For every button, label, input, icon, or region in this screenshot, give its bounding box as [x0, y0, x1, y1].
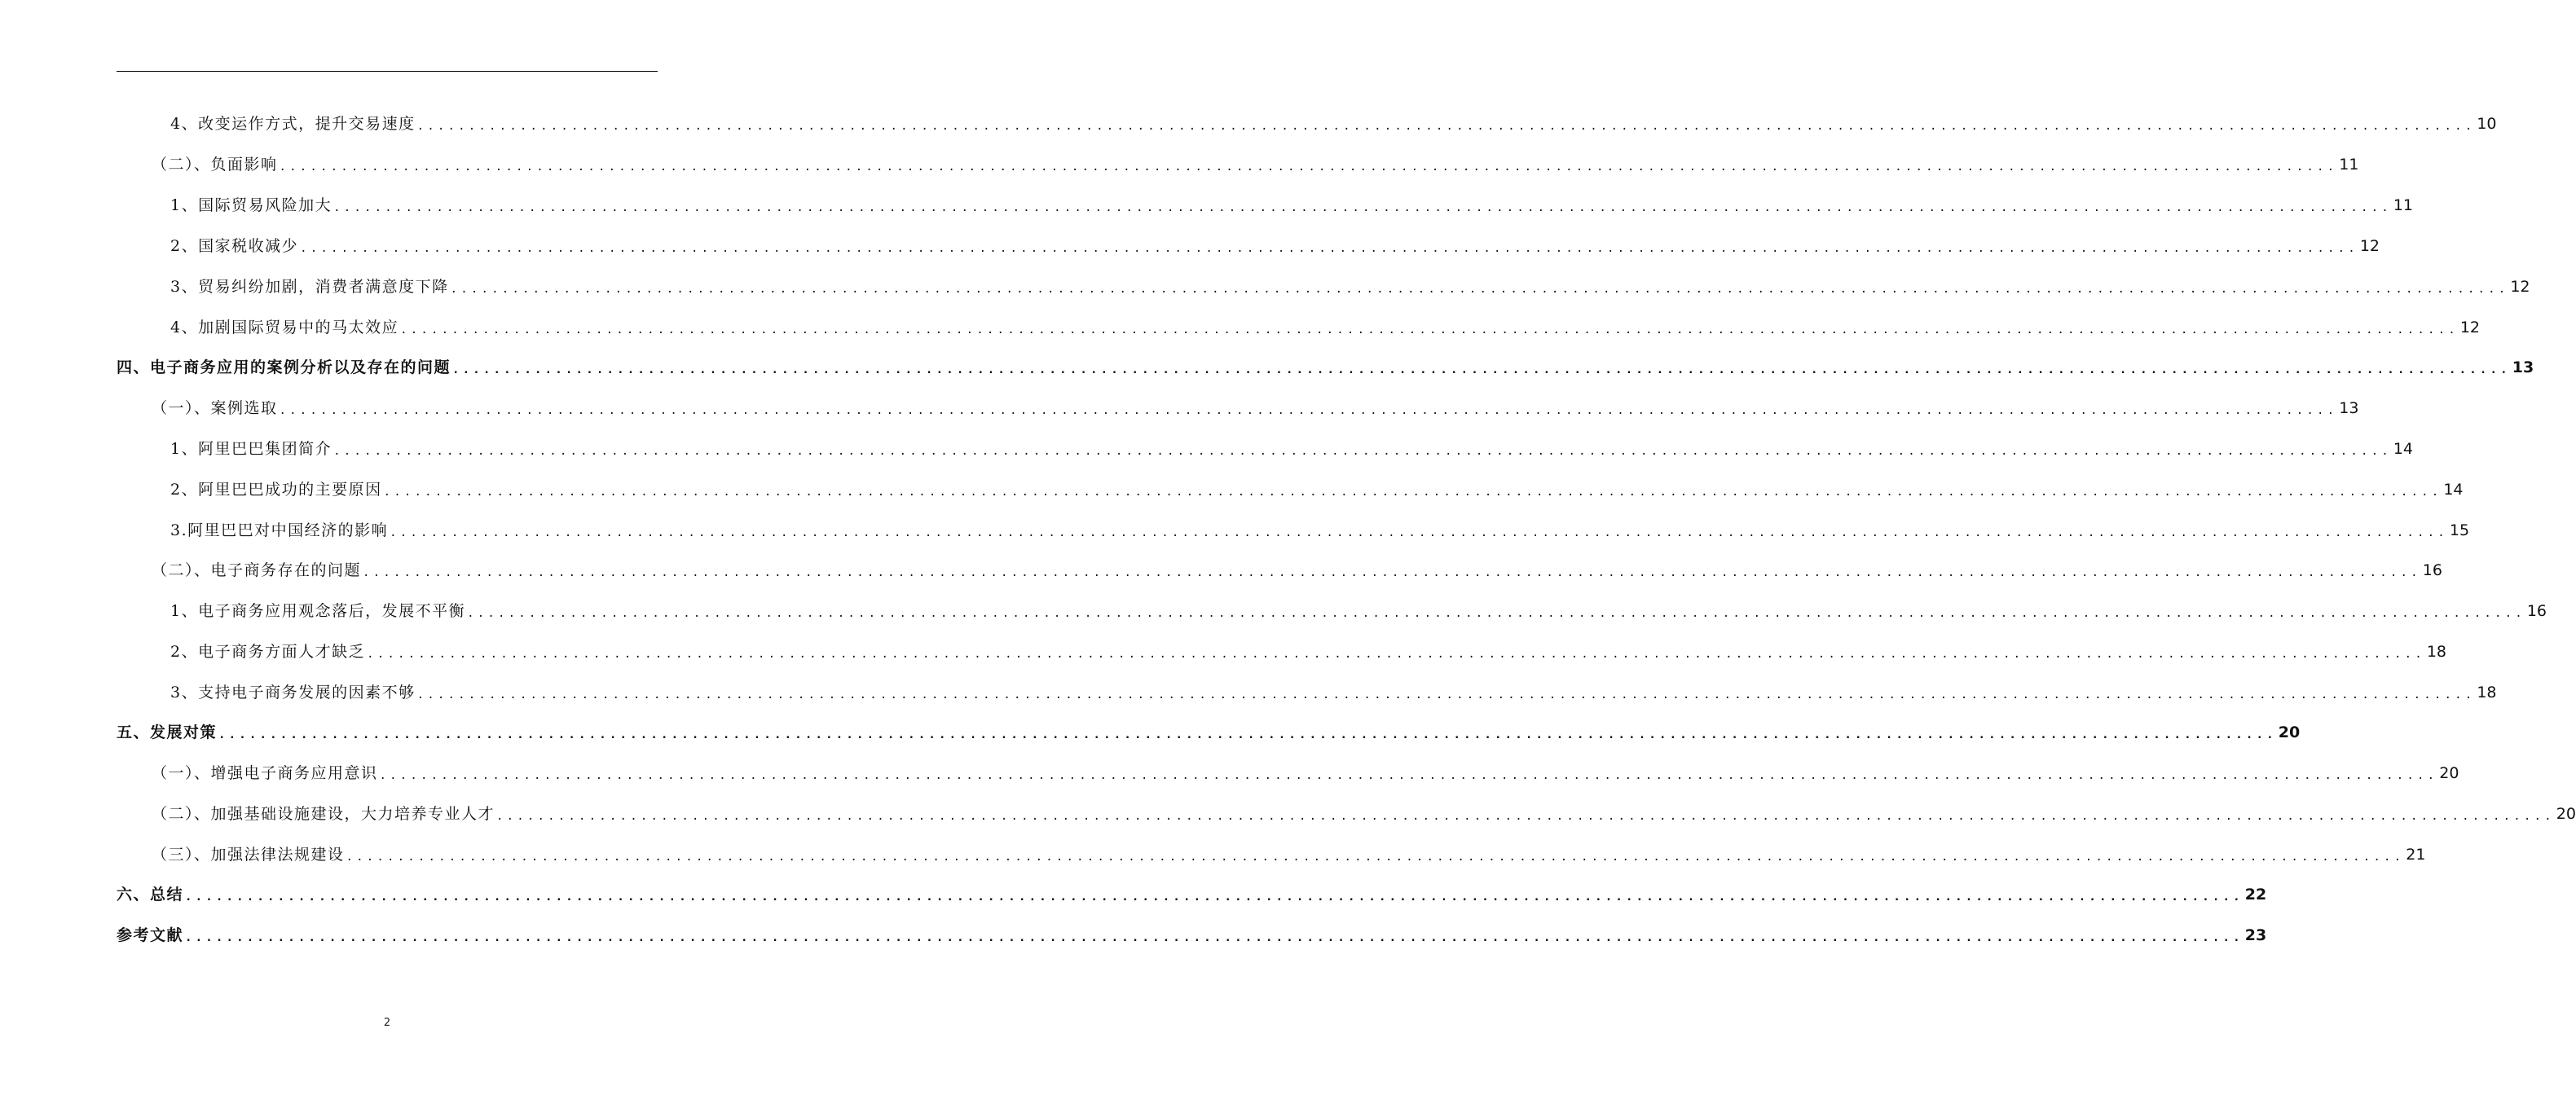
toc-entry[interactable] — [170, 112, 2497, 136]
toc-entry-page: 15 — [2449, 521, 2470, 539]
toc-entry-title: 4、加剧国际贸易中的马太效应 — [170, 319, 399, 336]
toc-leader-dots: ........................................................................................................................................................................................................ — [452, 363, 2511, 376]
toc-entry[interactable] — [170, 680, 2497, 705]
toc-leader-dots: ........................................................................................................................................................................................................ — [496, 810, 2555, 823]
toc-entry-page: 18 — [2477, 684, 2497, 701]
toc-entry-title: 3.阿里巴巴对中国经济的影响 — [170, 521, 389, 539]
toc-entry[interactable] — [152, 558, 2442, 583]
toc-leader-dots: ........................................................................................................................................................................................................ — [279, 161, 2338, 174]
toc-entry[interactable] — [170, 518, 2470, 543]
toc-entry-page: 23 — [2244, 926, 2267, 944]
toc-entry-page: 11 — [2339, 156, 2359, 174]
toc-entry[interactable] — [170, 437, 2414, 461]
toc-entry[interactable] — [152, 842, 2426, 867]
toc-leader-dots: ........................................................................................................................................................................................................ — [185, 931, 2244, 944]
toc-entry-title: 1、电子商务应用观念落后，发展不平衡 — [170, 602, 466, 620]
toc-entry-title: （二）、电子商务存在的问题 — [152, 561, 362, 579]
toc-entry-title: 1、阿里巴巴集团简介 — [170, 440, 332, 458]
toc-entry-title: 4、改变运作方式，提升交易速度 — [170, 115, 416, 133]
toc-entry[interactable] — [152, 152, 2359, 177]
toc-entry-chapter[interactable] — [117, 882, 2267, 907]
toc-entry-page: 11 — [2393, 196, 2414, 214]
toc-entry-page: 18 — [2426, 643, 2447, 661]
toc-leader-dots: ........................................................................................................................................................................................................ — [363, 566, 2421, 579]
toc-entry-title: （一）、增强电子商务应用意识 — [152, 764, 378, 782]
toc-leader-dots: ........................................................................................................................................................................................................ — [400, 323, 2459, 336]
toc-entry-title: 3、贸易纠纷加剧，消费者满意度下降 — [170, 278, 449, 296]
toc-leader-dots: ........................................................................................................................................................................................................ — [279, 404, 2338, 417]
toc-entry[interactable] — [170, 477, 2464, 502]
toc-entry-page: 20 — [2278, 723, 2301, 741]
toc-entry[interactable] — [170, 193, 2414, 218]
toc-entry-title: （三）、加强法律法规建设 — [152, 846, 345, 864]
toc-entry[interactable] — [170, 234, 2380, 258]
toc-entry-title: 2、阿里巴巴成功的主要原因 — [170, 481, 382, 499]
toc-leader-dots: ........................................................................................................................................................................................................ — [185, 891, 2244, 904]
toc-leader-dots: ........................................................................................................................................................................................................ — [383, 486, 2442, 499]
toc-entry-page: 10 — [2477, 115, 2497, 133]
toc-entry-title: （二）、加强基础设施建设，大力培养专业人才 — [152, 805, 495, 823]
toc-leader-dots: ........................................................................................................................................................................................................ — [333, 445, 2392, 458]
toc-entry-title: 1、国际贸易风险加大 — [170, 196, 332, 214]
toc-entry-title: （二）、负面影响 — [152, 156, 278, 174]
toc-entry-chapter[interactable] — [117, 355, 2534, 380]
toc-entry-page: 14 — [2443, 481, 2464, 499]
toc-leader-dots: ........................................................................................................................................................................................................ — [346, 851, 2405, 864]
toc-entry-chapter[interactable] — [117, 720, 2301, 745]
toc-entry-chapter[interactable] — [117, 923, 2267, 948]
toc-leader-dots: ........................................................................................................................................................................................................ — [467, 607, 2525, 620]
toc-entry-page: 12 — [2510, 278, 2530, 296]
toc-leader-dots: ........................................................................................................................................................................................................ — [450, 283, 2509, 296]
toc-leader-dots: ........................................................................................................................................................................................................ — [218, 728, 2277, 741]
toc-entry[interactable] — [170, 640, 2447, 664]
toc-leader-dots: ........................................................................................................................................................................................................ — [300, 242, 2358, 255]
toc-entry[interactable] — [152, 396, 2359, 420]
toc-entry-title: 六、总结 — [117, 886, 184, 904]
toc-entry-title: （一）、案例选取 — [152, 399, 278, 417]
toc-leader-dots: ........................................................................................................................................................................................................ — [333, 201, 2392, 214]
toc-entry[interactable] — [152, 761, 2459, 785]
toc-entry-page: 22 — [2244, 886, 2267, 904]
toc-entry-page: 13 — [2339, 399, 2359, 417]
toc-entry-title: 参考文献 — [117, 926, 184, 944]
toc-entry-title: 五、发展对策 — [117, 723, 218, 741]
toc-leader-dots: ........................................................................................................................................................................................................ — [367, 648, 2425, 661]
page-number: 2 — [383, 1017, 391, 1029]
toc-entry[interactable] — [170, 599, 2547, 623]
toc-entry-title: 3、支持电子商务发展的因素不够 — [170, 684, 416, 701]
toc-leader-dots: ........................................................................................................................................................................................................ — [416, 120, 2476, 133]
toc-entry[interactable] — [170, 315, 2481, 340]
toc-leader-dots: ........................................................................................................................................................................................................ — [416, 688, 2476, 701]
toc-entry-page: 16 — [2526, 602, 2547, 620]
toc-entry-page: 20 — [2556, 805, 2576, 823]
toc-entry-title: 2、国家税收减少 — [170, 237, 299, 255]
toc-entry-page: 12 — [2459, 319, 2481, 336]
toc-entry-page: 13 — [2512, 358, 2534, 376]
toc-leader-dots: ........................................................................................................................................................................................................ — [379, 769, 2438, 782]
toc-entry-page: 16 — [2422, 561, 2442, 579]
toc-entry-page: 20 — [2439, 764, 2459, 782]
toc-leader-dots: ........................................................................................................................................................................................................ — [390, 526, 2448, 539]
toc-entry[interactable] — [170, 275, 2530, 299]
toc-entry[interactable] — [152, 802, 2576, 826]
toc-entry-title: 2、电子商务方面人才缺乏 — [170, 643, 366, 661]
toc-entry-title: 四、电子商务应用的案例分析以及存在的问题 — [117, 358, 451, 376]
toc-entry-page: 21 — [2406, 846, 2426, 864]
toc-entry-page: 14 — [2393, 440, 2414, 458]
header-rule — [117, 71, 658, 72]
toc-entry-page: 12 — [2359, 237, 2380, 255]
